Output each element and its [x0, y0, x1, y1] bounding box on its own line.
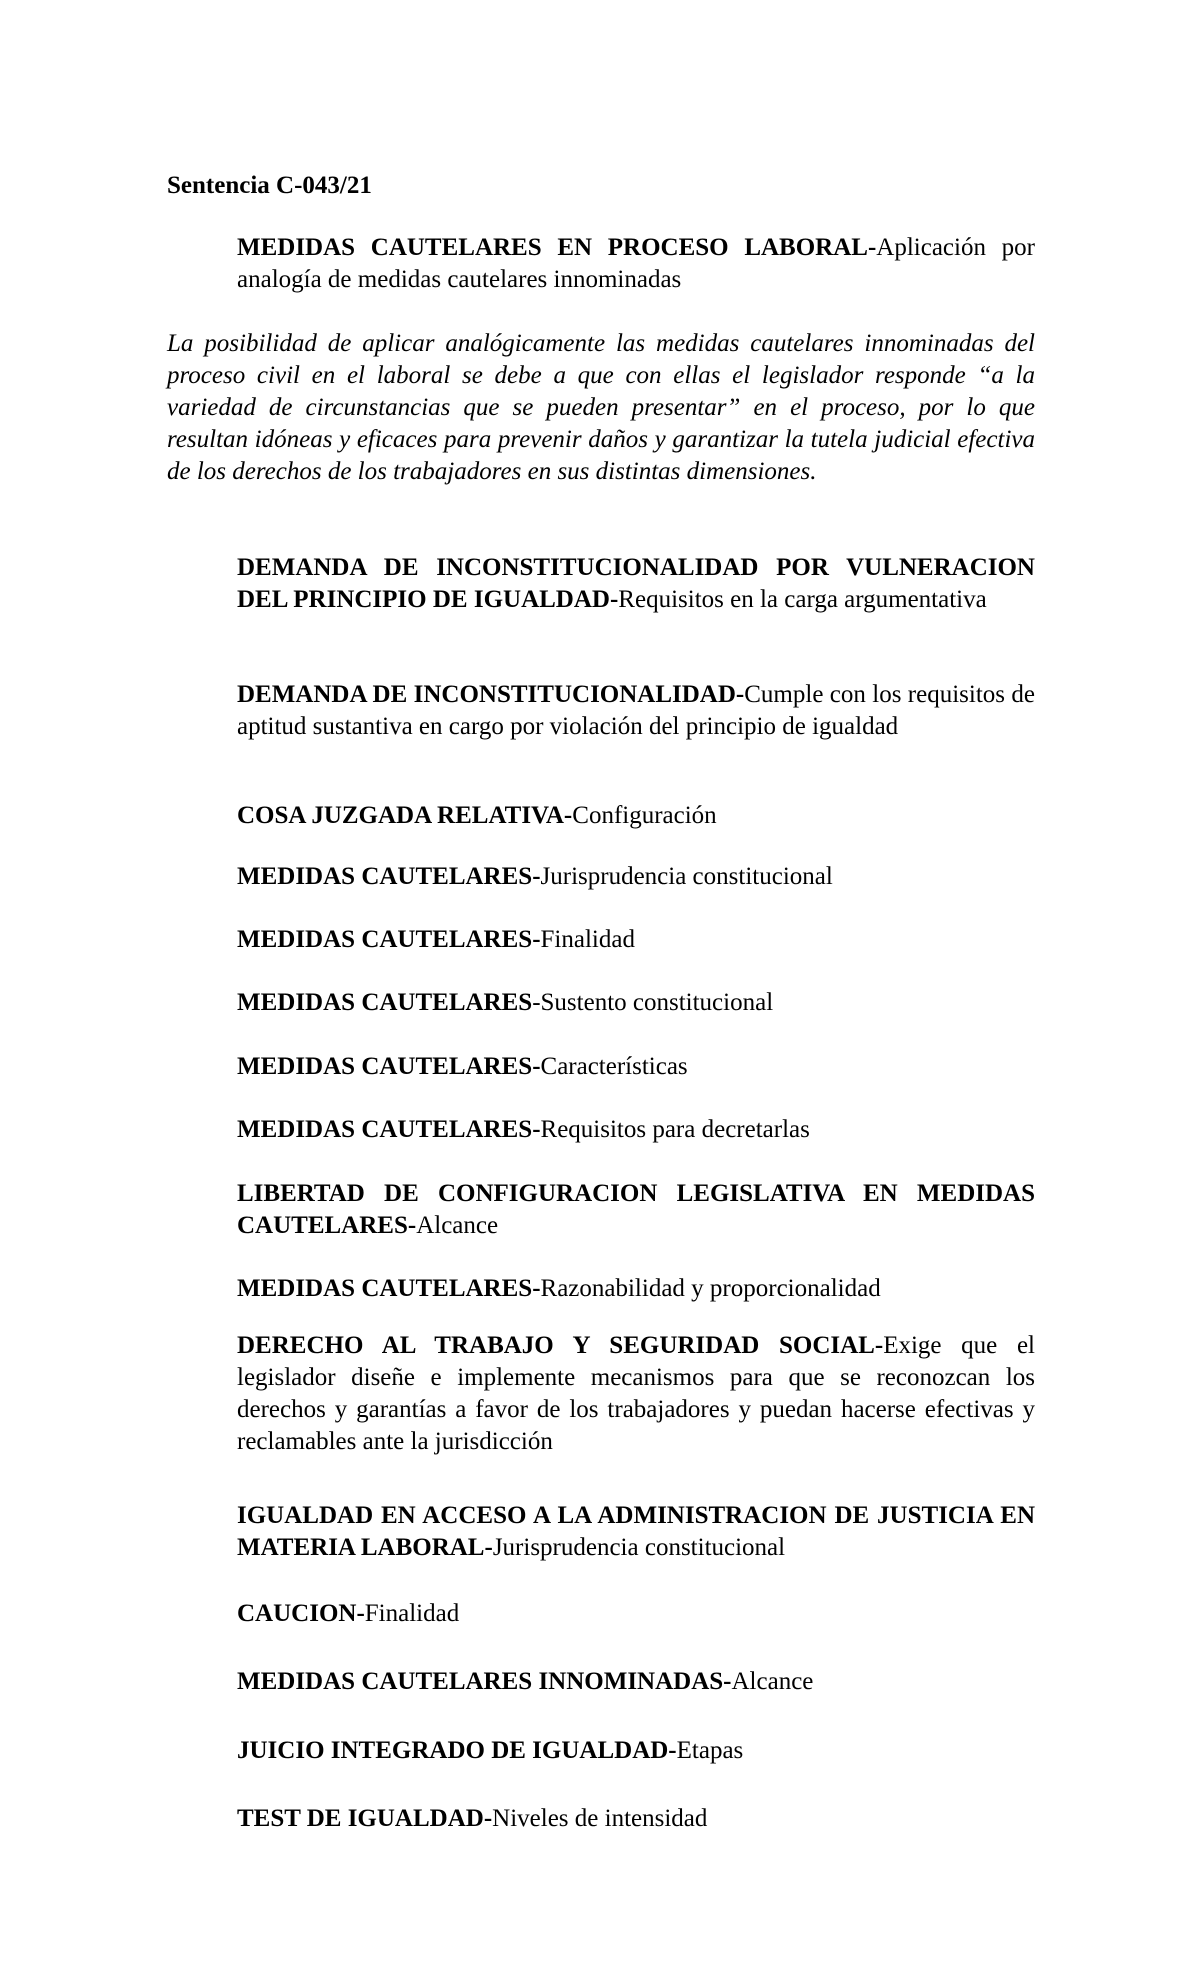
descriptor-text: Requisitos para decretarlas — [540, 1116, 810, 1143]
descriptor-heading: CAUCION- — [237, 1600, 365, 1627]
descriptor-heading: IGUALDAD EN ACCESO A LA ADMINISTRACION DE JUSTICIA EN MATERIA LABORAL- — [237, 1502, 1035, 1561]
descriptor-heading: MEDIDAS CAUTELARES- — [237, 1275, 541, 1302]
descriptor-text: Finalidad — [364, 1600, 460, 1627]
descriptor-heading: MEDIDAS CAUTELARES EN PROCESO LABORAL- — [237, 234, 877, 261]
descriptor-heading: MEDIDAS CAUTELARES- — [237, 1116, 541, 1143]
descriptor-heading: MEDIDAS CAUTELARES — [237, 989, 533, 1016]
descriptor-heading: LIBERTAD DE CONFIGURACION LEGISLATIVA EN MEDIDAS CAUTELARES- — [237, 1180, 1035, 1239]
descriptor-entry — [237, 232, 1035, 296]
descriptor-heading: MEDIDAS CAUTELARES- — [237, 926, 541, 953]
descriptor-entry — [237, 679, 1035, 743]
descriptor-text: Cumple con los requisitos de aptitud sustantiva en cargo por violación del principio de igualdad — [237, 681, 1035, 740]
descriptor-entry — [237, 1500, 1035, 1564]
descriptor-text: Características — [540, 1053, 688, 1080]
descriptor-text: Configuración — [572, 802, 717, 829]
descriptor-text: Exige que el legislador diseñe e implemente mecanismos para que se reconozcan los derechos y garantías a favor de los trabajadores y puedan hacerse efectivas y reclamables ante la jurisdicción — [237, 1332, 1035, 1455]
descriptor-text: Finalidad — [540, 926, 635, 953]
descriptor-heading: MEDIDAS CAUTELARES- — [237, 1053, 541, 1080]
document-title: Sentencia C-043/21 — [167, 172, 372, 199]
descriptor-heading: TEST DE IGUALDAD- — [237, 1805, 493, 1832]
descriptor-heading: DEMANDA DE INCONSTITUCIONALIDAD- — [237, 681, 745, 708]
descriptor-entry — [237, 1598, 1035, 1630]
descriptor-text: Jurisprudencia constitucional — [492, 1534, 786, 1561]
descriptor-entry — [237, 1273, 1035, 1305]
descriptor-entry — [237, 552, 1035, 616]
descriptor-entry — [237, 987, 1035, 1019]
descriptor-heading: JUICIO INTEGRADO DE IGUALDAD- — [237, 1737, 677, 1764]
descriptor-heading: MEDIDAS CAUTELARES INNOMINADAS- — [237, 1668, 732, 1695]
descriptor-text: Etapas — [676, 1737, 744, 1764]
descriptor-text: Aplicación por analogía de medidas cautelares innominadas — [237, 234, 1035, 293]
descriptor-text: Razonabilidad y proporcionalidad — [540, 1275, 881, 1302]
descriptor-heading: MEDIDAS CAUTELARES- — [237, 863, 541, 890]
descriptor-entry — [237, 1330, 1035, 1458]
descriptor-text: Niveles de intensidad — [492, 1805, 708, 1832]
descriptor-entry — [237, 1051, 1035, 1083]
descriptor-heading: DEMANDA DE INCONSTITUCIONALIDAD POR VULNERACION DEL PRINCIPIO DE IGUALDAD- — [237, 554, 1035, 613]
descriptor-heading: COSA JUZGADA RELATIVA- — [237, 802, 573, 829]
descriptor-entry — [237, 1114, 1035, 1146]
descriptor-entry — [237, 1803, 1035, 1835]
descriptor-text: Alcance — [416, 1212, 499, 1239]
summary-paragraph: La posibilidad de aplicar analógicamente las medidas cautelares innominadas del proceso civil en el laboral se debe a que con ellas el legislador responde “a la variedad de circunstancias que se pueden presentar” en el proceso, por lo que resultan idóneas y eficaces para prevenir daños y garantizar la tutela judicial efectiva de los derechos de los trabajadores en sus distintas dimensiones. — [167, 330, 1035, 485]
descriptor-text: Alcance — [731, 1668, 814, 1695]
descriptor-heading: DERECHO AL TRABAJO Y SEGURIDAD SOCIAL- — [237, 1332, 884, 1359]
descriptor-entry — [237, 924, 1035, 956]
descriptor-entry — [237, 800, 1035, 832]
descriptor-text: Jurisprudencia constitucional — [540, 863, 833, 890]
descriptor-text: Requisitos en la carga argumentativa — [618, 586, 987, 613]
descriptor-entry — [237, 1735, 1035, 1767]
descriptor-entry — [237, 1178, 1035, 1242]
descriptor-text: -Sustento constitucional — [532, 989, 774, 1016]
descriptor-entry — [237, 1666, 1035, 1698]
descriptor-entry — [237, 861, 1035, 893]
